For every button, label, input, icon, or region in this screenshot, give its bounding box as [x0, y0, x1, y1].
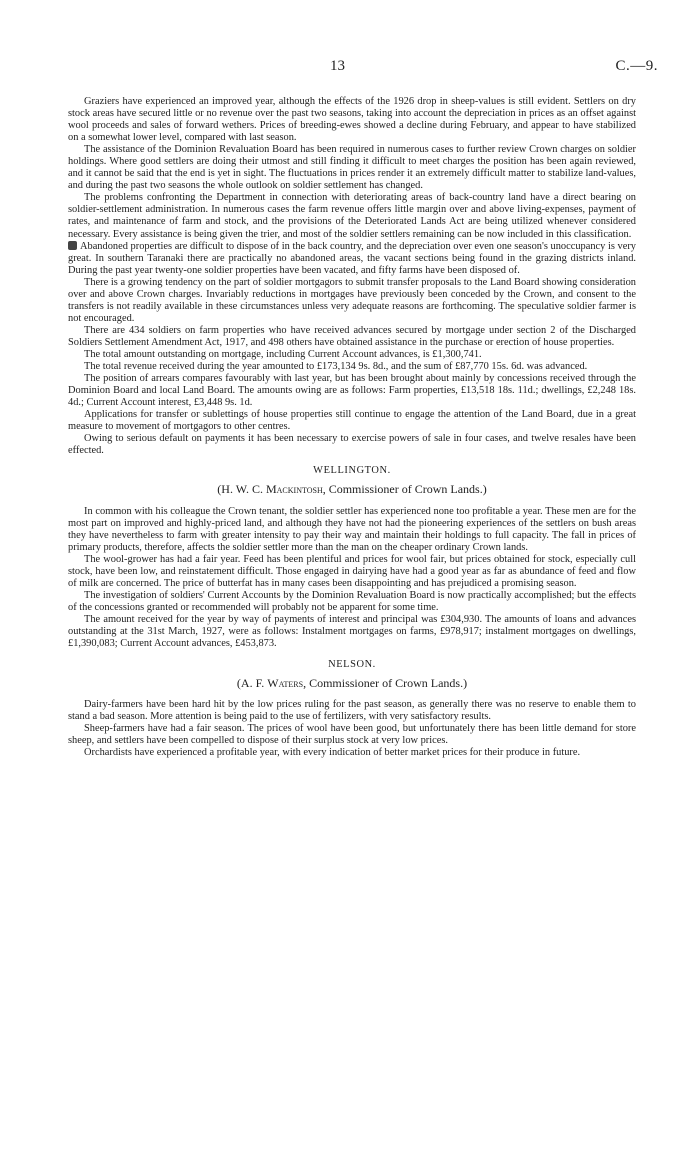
- author-title: , Commissioner of Crown Lands.): [322, 482, 487, 497]
- author-prefix: (A. F.: [236, 676, 268, 691]
- page-number: 13: [330, 58, 345, 74]
- paragraph-graziers: Graziers have experienced an improved year, although the effects of the 1926 drop in sheep-values is still evident. Settlers on dry stock areas have secured little or no revenue over the past two seasons, taking into account the depreciation in prices as an offset against wool proceeds and sales of forward wethers. Prices of breeding-ewes showed a decline during February, and appear to have stabilized on a somewhat lower level, compared with last season.: [68, 96, 636, 144]
- document-body: [68, 96, 636, 759]
- paragraph-wellington-wool: The wool-grower has had a fair year. Feed has been plentiful and prices for wool fair, but prices obtained for stock, especially cull stock, have been low, and reinstatement difficult. Those engaged in dairying have had a good year as far as abundance of feed and flow of milk are concerned. The price of butterfat has in many cases been disappointing and has prejudiced a promising season.: [68, 553, 636, 589]
- paragraph-nelson-orchardists: Orchardists have experienced a profitable year, with every indication of better market prices for their produce in future.: [84, 747, 581, 759]
- section-author-wellington: [68, 483, 636, 495]
- paragraph-abandoned-text: Abandoned properties are difficult to dispose of in the back country, and the depreciation over even one season's unoccupancy is very great. In southern Taranaki there are practically no abandoned areas, the vacant sections being found in the grazing districts inland. During the past year twenty-one soldier properties have been vacated, and fifty farms have been disposed of.: [68, 240, 636, 276]
- document-reference: C.—9.: [615, 58, 658, 74]
- author-name: Waters: [267, 676, 304, 691]
- section-author-nelson: [68, 677, 636, 689]
- paragraph-nelson-sheep: Sheep-farmers have had a fair season. The prices of wool have been good, but unfortunately there has been little demand for store sheep, and settlers have been compelled to dispose of their surplus stock at very low prices.: [68, 723, 636, 747]
- paragraph-arrears: The position of arrears compares favourably with last year, but has been brought about mainly by concessions received through the Dominion Board and local Land Board. The amounts owing are as follows: Farm properties, £13,518 18s. 11d.; dwellings, £2,248 18s. 4d.; Current Account interest, £3,448 9s. 1d.: [68, 373, 636, 409]
- paragraph-applications-transfer: Applications for transfer or sublettings of house properties still continue to engage the attention of the Land Board, due in a great measure to movement of mortgagors to other centres.: [68, 409, 636, 433]
- paragraph-default-payments: Owing to serious default on payments it has been necessary to exercise powers of sale in four cases, and twelve resales have been effected.: [68, 433, 636, 457]
- author-name: Mackintosh: [265, 482, 323, 497]
- paragraph-soldiers-advances: There are 434 soldiers on farm properties who have received advances secured by mortgage under section 2 of the Discharged Soldiers Settlement Amendment Act, 1917, and 498 others have obtained assistance in the purchase or erection of house properties.: [68, 324, 636, 348]
- paragraph-abandoned-properties: [68, 241, 636, 277]
- paragraph-wellington-investigation: The investigation of soldiers' Current Accounts by the Dominion Revaluation Board is now practically accomplished; but the effects of the concessions granted or recommended will probably not be apparent for some time.: [68, 589, 636, 613]
- margin-mark-icon: [68, 241, 77, 250]
- section-heading-nelson: NELSON.: [328, 659, 376, 671]
- paragraph-total-revenue: The total revenue received during the year amounted to £173,134 9s. 8d., and the sum of £87,770 15s. 6d. was advanced.: [84, 361, 588, 373]
- paragraph-wellington-amounts: The amount received for the year by way of payments of interest and principal was £304,930. The amounts of loans and advances outstanding at the 31st March, 1927, were as follows: Instalment mortgages on farms, £978,917; instalment mortgages on dwellings, £1,390,083; Current Account advances, £453,873.: [68, 613, 636, 650]
- paragraph-wellington-common: In common with his colleague the Crown tenant, the soldier settler has experienced none too profitable a year. These men are for the most part on improved and highly-priced land, and although they have not had the pioneering experiences of the settlers on bush areas they have nevertheless to farm with greater intensity to pay their way and maintain their holdings to full capacity. The fall in prices of primary products, therefore, affects the soldier settler more than the man on the cheaper ordinary Crown lands.: [68, 505, 636, 553]
- paragraph-nelson-dairy: Dairy-farmers have been hard hit by the low prices ruling for the past season, as generally there was no reserve to enable them to stand a bad season. More attention is being paid to the use of fertilizers, with very satisfactory results.: [68, 699, 636, 723]
- paragraph-transfer-proposals: There is a growing tendency on the part of soldier mortgagors to submit transfer proposals to the Land Board showing consideration over and above Crown charges. Invariably reductions in mortgages have previously been conceded by the Crown, and consent to the transfers is not readily available in these circumstances unless very adequate reasons are forthcoming. The speculative soldier farmer is not encouraged.: [68, 276, 636, 324]
- paragraph-problems-department: The problems confronting the Department in connection with deteriorating areas of back-country land have a direct bearing on soldier-settlement administration. In numerous cases the farm revenue offers little margin over and above living-expenses, payment of rates, and maintenance of farm and stock, and the provisions of the Deteriorated Lands Act are being utilized whenever considered necessary. Every assistance is being given the trier, and most of the soldier settlers remaining can be now included in this classification.: [68, 192, 636, 240]
- page-header: [0, 58, 700, 78]
- paragraph-revaluation-board: The assistance of the Dominion Revaluation Board has been required in numerous cases to further review Crown charges on soldier holdings. Where good settlers are doing their utmost and still finding it difficult to meet charges the position has been again reviewed, and it cannot be said that the end is yet in sight. The fluctuations in prices render it an extremely difficult matter to stabilize land-values, and during the past two seasons the whole outlook on soldier settlement has changed.: [68, 144, 636, 192]
- paragraph-amount-outstanding: The total amount outstanding on mortgage, including Current Account advances, is £1,300,741.: [84, 348, 482, 360]
- author-title: , Commissioner of Crown Lands.): [303, 676, 468, 691]
- author-prefix: (H. W. C.: [217, 482, 266, 497]
- section-heading-wellington: WELLINGTON.: [313, 465, 391, 477]
